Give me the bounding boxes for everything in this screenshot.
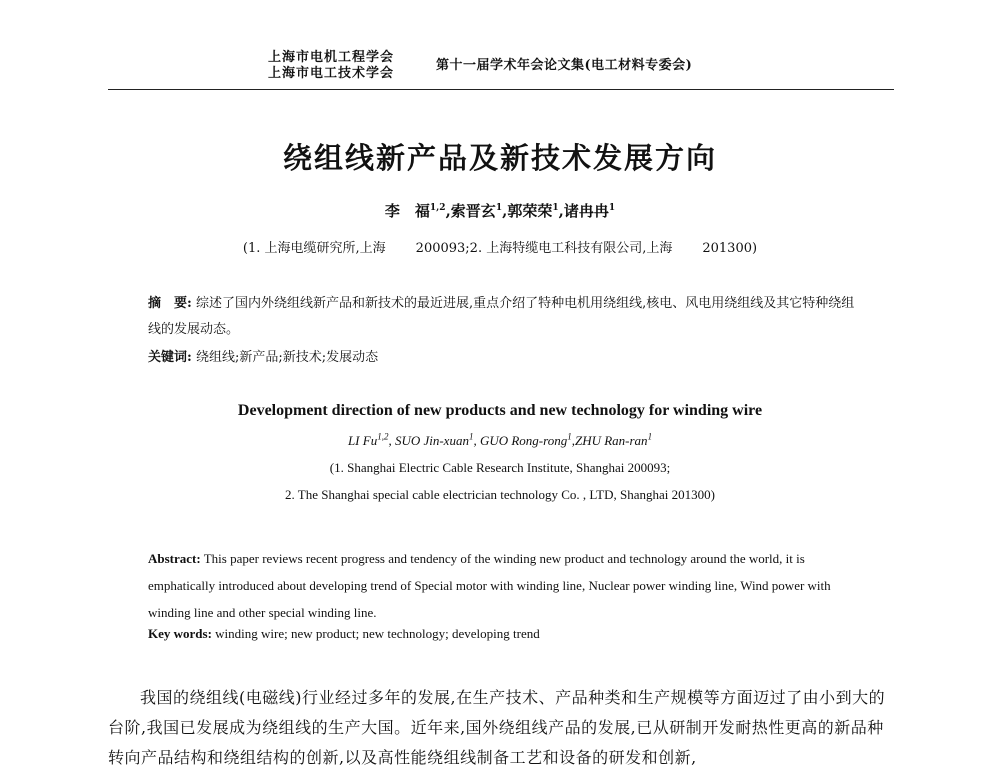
affiliation-cn: (1. 上海电缆研究所,上海 200093;2. 上海特缆电工科技有限公司,上海 201300) (242, 241, 758, 256)
header-proceedings: 第十一届学术年会论文集(电工材料专委会) (436, 58, 693, 73)
header-societies (268, 50, 428, 82)
header-rule (108, 89, 894, 90)
header-society-1: 上海市电机工程学会 (268, 50, 395, 65)
keywords-en-text: winding wire; new product; new technology; developing trend (215, 626, 540, 641)
authors-cn (0, 200, 1000, 221)
author-en-2: , SUO Jin-xuan$^1$ (388, 431, 474, 448)
author-en-3: , GUO Rong-rong$^1$ (473, 431, 572, 448)
paper-title-cn: 绕组线新产品及新技术发展方向 (282, 141, 717, 175)
author-en-4: ,ZHU Ran-ran$^1$ (571, 431, 653, 448)
affiliation-en-line-2: 2. The Shanghai special cable electrician technology Co. , LTD, Shanghai 201300) (285, 487, 715, 502)
author-en-1: LI Fu$^{1,2}$ (347, 431, 389, 448)
abstract-en (148, 545, 860, 626)
author-cn-3: ,郭荣荣$^1$ (502, 202, 559, 220)
author-cn-4: ,诸冉冉$^1$ (558, 202, 616, 220)
keywords-cn-text: 绕组线;新产品;新技术;发展动态 (195, 350, 379, 365)
keywords-cn (148, 347, 860, 369)
abstract-cn-label: 摘 要: (148, 296, 192, 311)
author-cn-2: ,索晋玄$^1$ (445, 202, 503, 220)
abstract-cn-text: 综述了国内外绕组线新产品和新技术的最近进展,重点介绍了特种电机用绕组线,核电、风电用绕组线及其它特种绕组线的发展动态。 (148, 296, 855, 337)
abstract-cn (148, 291, 860, 343)
keywords-en-label: Key words: (148, 626, 212, 641)
body-paragraph: 我国的绕组线(电磁线)行业经过多年的发展,在生产技术、产品种类和生产规模等方面迈过了由小到大的台阶,我国已发展成为绕组线的生产大国。近年来,国外绕组线产品的发展,已从研制开发耐热性更高的新品种转向产品结构和绕组结构的创新,以及高性能绕组线制备工艺和设备的研发和创新, (108, 688, 886, 767)
paper-title-en: Development direction of new products and new technology for winding wire (237, 402, 763, 419)
authors-en (0, 433, 1000, 449)
author-cn-1: 李 福$^{1,2}$ (384, 202, 446, 220)
affiliation-en-line-1: (1. Shanghai Electric Cable Research Institute, Shanghai 200093; (329, 460, 671, 475)
abstract-en-label: Abstract: (148, 551, 201, 566)
keywords-en (148, 623, 860, 645)
header-society-2: 上海市电工技术学会 (268, 66, 395, 81)
keywords-cn-label: 关键词: (148, 350, 192, 365)
abstract-en-text: This paper reviews recent progress and tendency of the winding new product and technology around the world, it is emphatically introduced about developing trend of Special motor with winding line, Nuclear power winding line, Wind power with winding line and other special winding line. (148, 551, 831, 620)
